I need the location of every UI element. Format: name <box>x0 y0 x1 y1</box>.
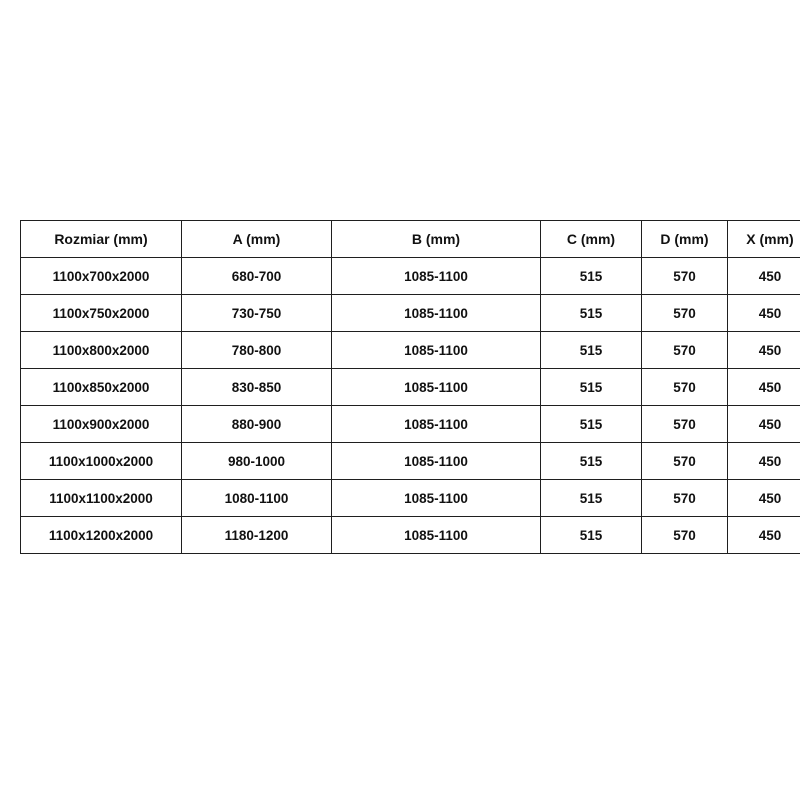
cell-a: 1180-1200 <box>182 517 332 554</box>
column-header-b: B (mm) <box>332 221 541 258</box>
cell-rozmiar: 1100x700x2000 <box>21 258 182 295</box>
table-header-row <box>21 221 800 258</box>
cell-a: 780-800 <box>182 332 332 369</box>
cell-b: 1085-1100 <box>332 443 541 480</box>
cell-d: 570 <box>642 258 728 295</box>
cell-d: 570 <box>642 517 728 554</box>
cell-a: 830-850 <box>182 369 332 406</box>
cell-x: 450 <box>728 406 800 443</box>
table-row <box>21 258 800 295</box>
table-row <box>21 480 800 517</box>
cell-rozmiar: 1100x850x2000 <box>21 369 182 406</box>
cell-x: 450 <box>728 332 800 369</box>
cell-a: 880-900 <box>182 406 332 443</box>
cell-c: 515 <box>541 332 642 369</box>
cell-a: 680-700 <box>182 258 332 295</box>
column-header-a: A (mm) <box>182 221 332 258</box>
cell-c: 515 <box>541 443 642 480</box>
cell-b: 1085-1100 <box>332 406 541 443</box>
cell-x: 450 <box>728 369 800 406</box>
cell-x: 450 <box>728 258 800 295</box>
table-row <box>21 332 800 369</box>
cell-d: 570 <box>642 443 728 480</box>
table-row <box>21 443 800 480</box>
table-row <box>21 517 800 554</box>
cell-x: 450 <box>728 295 800 332</box>
size-table-container <box>20 220 794 554</box>
cell-c: 515 <box>541 295 642 332</box>
cell-b: 1085-1100 <box>332 332 541 369</box>
cell-d: 570 <box>642 295 728 332</box>
cell-x: 450 <box>728 517 800 554</box>
cell-rozmiar: 1100x900x2000 <box>21 406 182 443</box>
cell-a: 980-1000 <box>182 443 332 480</box>
cell-c: 515 <box>541 517 642 554</box>
cell-b: 1085-1100 <box>332 480 541 517</box>
cell-rozmiar: 1100x1000x2000 <box>21 443 182 480</box>
column-header-d: D (mm) <box>642 221 728 258</box>
cell-rozmiar: 1100x750x2000 <box>21 295 182 332</box>
cell-c: 515 <box>541 406 642 443</box>
table-header <box>21 221 800 258</box>
cell-d: 570 <box>642 332 728 369</box>
cell-rozmiar: 1100x1100x2000 <box>21 480 182 517</box>
cell-c: 515 <box>541 480 642 517</box>
cell-b: 1085-1100 <box>332 517 541 554</box>
table-row <box>21 295 800 332</box>
cell-b: 1085-1100 <box>332 295 541 332</box>
cell-x: 450 <box>728 443 800 480</box>
cell-b: 1085-1100 <box>332 258 541 295</box>
cell-b: 1085-1100 <box>332 369 541 406</box>
cell-rozmiar: 1100x1200x2000 <box>21 517 182 554</box>
size-table <box>20 220 800 554</box>
cell-rozmiar: 1100x800x2000 <box>21 332 182 369</box>
table-row <box>21 406 800 443</box>
column-header-x: X (mm) <box>728 221 800 258</box>
cell-d: 570 <box>642 480 728 517</box>
table-body <box>21 258 800 554</box>
cell-a: 730-750 <box>182 295 332 332</box>
cell-d: 570 <box>642 369 728 406</box>
column-header-rozmiar: Rozmiar (mm) <box>21 221 182 258</box>
cell-x: 450 <box>728 480 800 517</box>
cell-c: 515 <box>541 258 642 295</box>
cell-d: 570 <box>642 406 728 443</box>
cell-a: 1080-1100 <box>182 480 332 517</box>
cell-c: 515 <box>541 369 642 406</box>
table-row <box>21 369 800 406</box>
column-header-c: C (mm) <box>541 221 642 258</box>
